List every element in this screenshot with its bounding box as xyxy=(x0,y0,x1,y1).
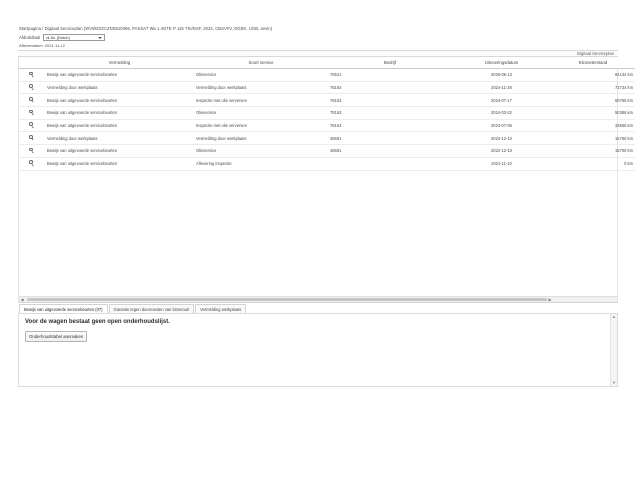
row-magnifier-cell[interactable] xyxy=(19,145,45,158)
cell-vermelding: Bewijs van uitgevoerde servicebeurten xyxy=(45,157,194,170)
cell-bedrijf: 78163 xyxy=(328,81,452,94)
cell-uitvoeringsdatum: 2021-11-10 xyxy=(452,157,551,170)
scroll-down-icon[interactable]: ▼ xyxy=(612,380,616,386)
row-magnifier-cell[interactable] xyxy=(19,94,45,107)
panel-vertical-scrollbar[interactable] xyxy=(610,314,617,386)
table-row[interactable] xyxy=(19,157,635,170)
service-records-table xyxy=(19,57,635,171)
cell-bedrijf xyxy=(328,157,452,170)
cell-uitvoeringsdatum: 2022-12-13 xyxy=(452,132,551,145)
table-header-row xyxy=(19,57,635,69)
tab-bar xyxy=(18,304,618,313)
panel-heading: Voor de wagen bestaat geen open onderhoudslijst. xyxy=(25,319,170,326)
cell-bedrijf: 48681 xyxy=(328,145,452,158)
table-row[interactable] xyxy=(19,119,635,132)
cell-bedrijf: 78163 xyxy=(328,94,452,107)
window-title-bar xyxy=(18,50,618,57)
table-row[interactable] xyxy=(19,107,635,120)
table-row[interactable] xyxy=(19,132,635,145)
cell-vermelding: Bewijs van uitgevoerde servicebeurten xyxy=(45,107,194,120)
magnifier-icon[interactable] xyxy=(29,122,35,128)
digital-service-plan-app xyxy=(18,26,633,392)
column-header-bedrijf[interactable]: Bedrijf xyxy=(328,57,452,69)
cell-uitvoeringsdatum: 2024-11-28 xyxy=(452,81,551,94)
row-magnifier-cell[interactable] xyxy=(19,107,45,120)
cell-bedrijf: 48681 xyxy=(328,132,452,145)
cell-soort-service: Olieservice xyxy=(194,145,328,158)
cell-soort-service: Vermelding door werkplaats xyxy=(194,81,328,94)
horizontal-scroll-thumb[interactable] xyxy=(27,298,547,301)
window-title: Digitaal Serviceplan xyxy=(576,51,614,56)
cell-kilometerstand: 15700 km xyxy=(551,145,635,158)
cell-soort-service: Vermelding door werkplaats xyxy=(194,132,328,145)
magnifier-icon[interactable] xyxy=(29,110,35,116)
create-maintenance-table-button[interactable]: Onderhoudstabel aanmaken xyxy=(25,331,87,342)
cell-soort-service: Olieservice xyxy=(194,69,328,82)
cell-kilometerstand: 15750 km xyxy=(551,132,635,145)
cell-uitvoeringsdatum: 2024-03-22 xyxy=(452,107,551,120)
magnifier-icon[interactable] xyxy=(29,148,35,154)
row-magnifier-cell[interactable] xyxy=(19,81,45,94)
cell-soort-service: Inspectie met olie verversen xyxy=(194,119,328,132)
magnifier-icon[interactable] xyxy=(29,72,35,78)
cell-bedrijf: 78163 xyxy=(328,107,452,120)
cell-vermelding: Bewijs van uitgevoerde servicebeurten xyxy=(45,119,194,132)
scroll-left-icon[interactable]: ◀ xyxy=(20,297,24,302)
column-header-kilometerstand[interactable]: Kilometerstand xyxy=(551,57,635,69)
cell-soort-service: Inspectie met olie verversen xyxy=(194,94,328,107)
tab-vermelding-werkplaats[interactable]: Vermelding werkplaats xyxy=(195,304,246,313)
table-row[interactable] xyxy=(19,81,635,94)
cell-vermelding: Vermelding door werkplaats xyxy=(45,132,194,145)
print-language-select[interactable] xyxy=(43,34,105,41)
column-header-icon xyxy=(19,57,45,69)
cell-uitvoeringsdatum: 2024-07-17 xyxy=(452,94,551,107)
cell-kilometerstand: 84134 km xyxy=(551,69,635,82)
print-language-label: Afdrukdtaal xyxy=(19,35,41,40)
table-horizontal-scrollbar[interactable] xyxy=(19,296,617,302)
cell-soort-service: Olieservice xyxy=(194,107,328,120)
tab-garantie-doorroesten[interactable]: Garantie tegen doorroesten van binnenuit xyxy=(109,304,195,313)
cell-kilometerstand: 50386 km xyxy=(551,107,635,120)
row-magnifier-cell[interactable] xyxy=(19,69,45,82)
cell-uitvoeringsdatum: 2022-12-13 xyxy=(452,145,551,158)
column-header-uitvoeringsdatum[interactable]: Uitvoeringsdatum xyxy=(452,57,551,69)
cell-vermelding: Bewijs van uitgevoerde servicebeurten xyxy=(45,145,194,158)
table-row[interactable] xyxy=(19,69,635,82)
cell-uitvoeringsdatum: 2023-07-06 xyxy=(452,119,551,132)
cell-soort-service: Aflevering inspectie xyxy=(194,157,328,170)
cell-kilometerstand: 0 km xyxy=(551,157,635,170)
table-body xyxy=(19,69,635,171)
table-row[interactable] xyxy=(19,94,635,107)
tab-bewijs-servicebeurten[interactable]: Bewijs van uitgevoerde servicebeurten (07) xyxy=(19,304,108,313)
magnifier-icon[interactable] xyxy=(29,84,35,90)
cell-vermelding: Vermelding door werkplaats xyxy=(45,81,194,94)
cell-vermelding: Bewijs van uitgevoerde servicebeurten xyxy=(45,94,194,107)
print-language-bar xyxy=(18,34,618,41)
maintenance-panel xyxy=(18,313,618,387)
cell-vermelding: Bewijs van uitgevoerde servicebeurten xyxy=(45,69,194,82)
magnifier-icon[interactable] xyxy=(29,135,35,141)
cell-kilometerstand: 33506 km xyxy=(551,119,635,132)
cell-kilometerstand: 60765 km xyxy=(551,94,635,107)
chevron-down-icon xyxy=(98,37,102,39)
row-magnifier-cell[interactable] xyxy=(19,157,45,170)
cell-bedrijf: 70521 xyxy=(328,69,452,82)
breadcrumb: Startpagina / Digitaal Serviceplan (WVWZZZCZNS510396, PASSAT Wa 1.4GTE P 115 TSI/DSF, 2022, CBSVFV, DGEK, UGB, anvin) xyxy=(19,26,273,31)
cell-uitvoeringsdatum: 2025-06-13 xyxy=(452,69,551,82)
row-magnifier-cell[interactable] xyxy=(19,132,45,145)
service-records-table-container xyxy=(18,57,633,303)
magnifier-icon[interactable] xyxy=(29,160,35,166)
scroll-right-icon[interactable]: ▶ xyxy=(548,297,552,302)
delivery-date-text: Afleverdatum: 2021-11-12 xyxy=(19,43,65,48)
table-row[interactable] xyxy=(19,145,635,158)
magnifier-icon[interactable] xyxy=(29,97,35,103)
cell-bedrijf: 78163 xyxy=(328,119,452,132)
column-header-vermelding[interactable]: Vermelding xyxy=(45,57,194,69)
print-language-value: nl-NL (Dutch) xyxy=(46,35,70,40)
column-header-soort-service[interactable]: Soort service xyxy=(194,57,328,69)
cell-kilometerstand: 72734 km xyxy=(551,81,635,94)
scroll-up-icon[interactable]: ▲ xyxy=(612,314,616,320)
row-magnifier-cell[interactable] xyxy=(19,119,45,132)
